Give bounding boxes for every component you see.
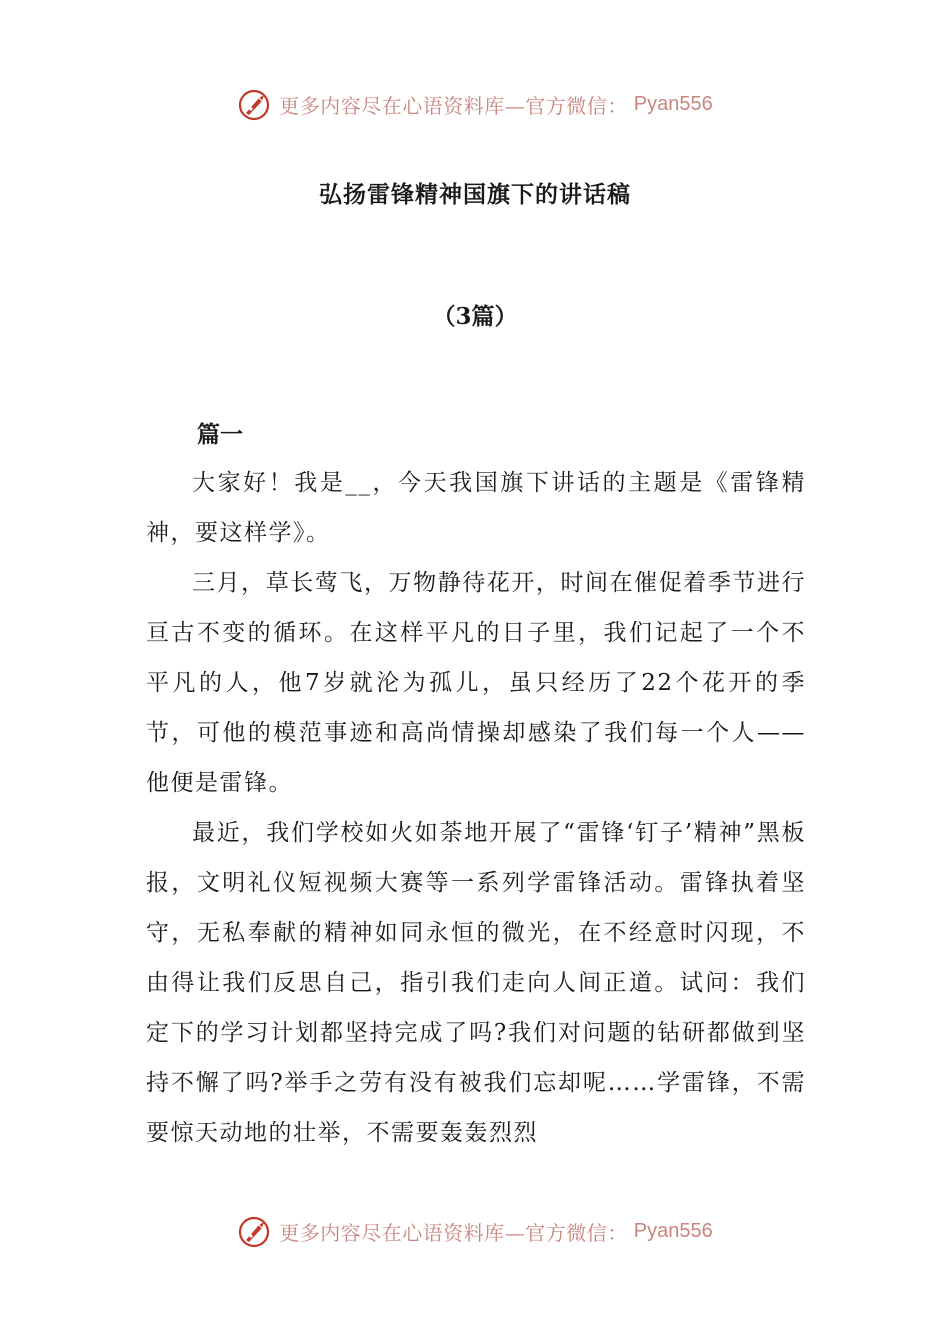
watermark-wechat-handle: Pyan556 xyxy=(633,92,713,115)
pen-nib-logo-icon xyxy=(237,86,273,122)
body-paragraph: 三月，草长莺飞，万物静待花开，时间在催促着季节进行亘古不变的循环。在这样平凡的日子里，我们记起了一个不平凡的人，他7岁就沦为孤儿，虽只经历了22个花开的季节，可他的模范事迹和高尚情操却感染了我们每一个人——他便是雷锋。 xyxy=(146,570,806,796)
watermark-text: 更多内容尽在心语资料库—官方微信： xyxy=(279,93,628,118)
document-title: 弘扬雷锋精神国旗下的讲话稿 xyxy=(319,181,631,208)
watermark-wechat-handle: Pyan556 xyxy=(633,1219,713,1242)
watermark-text: 更多内容尽在心语资料库—官方微信： xyxy=(279,1220,628,1245)
document-subtitle: （3篇） xyxy=(432,303,518,330)
document-body xyxy=(146,458,806,1158)
body-paragraph: 最近，我们学校如火如荼地开展了“雷锋‘钉子’精神”黑板报，文明礼仪短视频大赛等一系列学雷锋活动。雷锋执着坚守，无私奉献的精神如同永恒的微光，在不经意时闪现，不由得让我们反思自己，指引我们走向人间正道。试问：我们定下的学习计划都坚持完成了吗?我们对问题的钻研都做到坚持不懈了吗?举手之劳有没有被我们忘却呢……学雷锋，不需要惊天动地的壮举，不需要轰轰烈烈 xyxy=(146,820,806,1146)
pen-nib-logo-icon xyxy=(237,1213,273,1249)
header-watermark xyxy=(0,84,950,124)
section-heading: 篇一 xyxy=(197,421,243,448)
footer-watermark xyxy=(0,1211,950,1251)
body-paragraph: 大家好！我是__，今天我国旗下讲话的主题是《雷锋精神，要这样学》。 xyxy=(146,470,806,546)
